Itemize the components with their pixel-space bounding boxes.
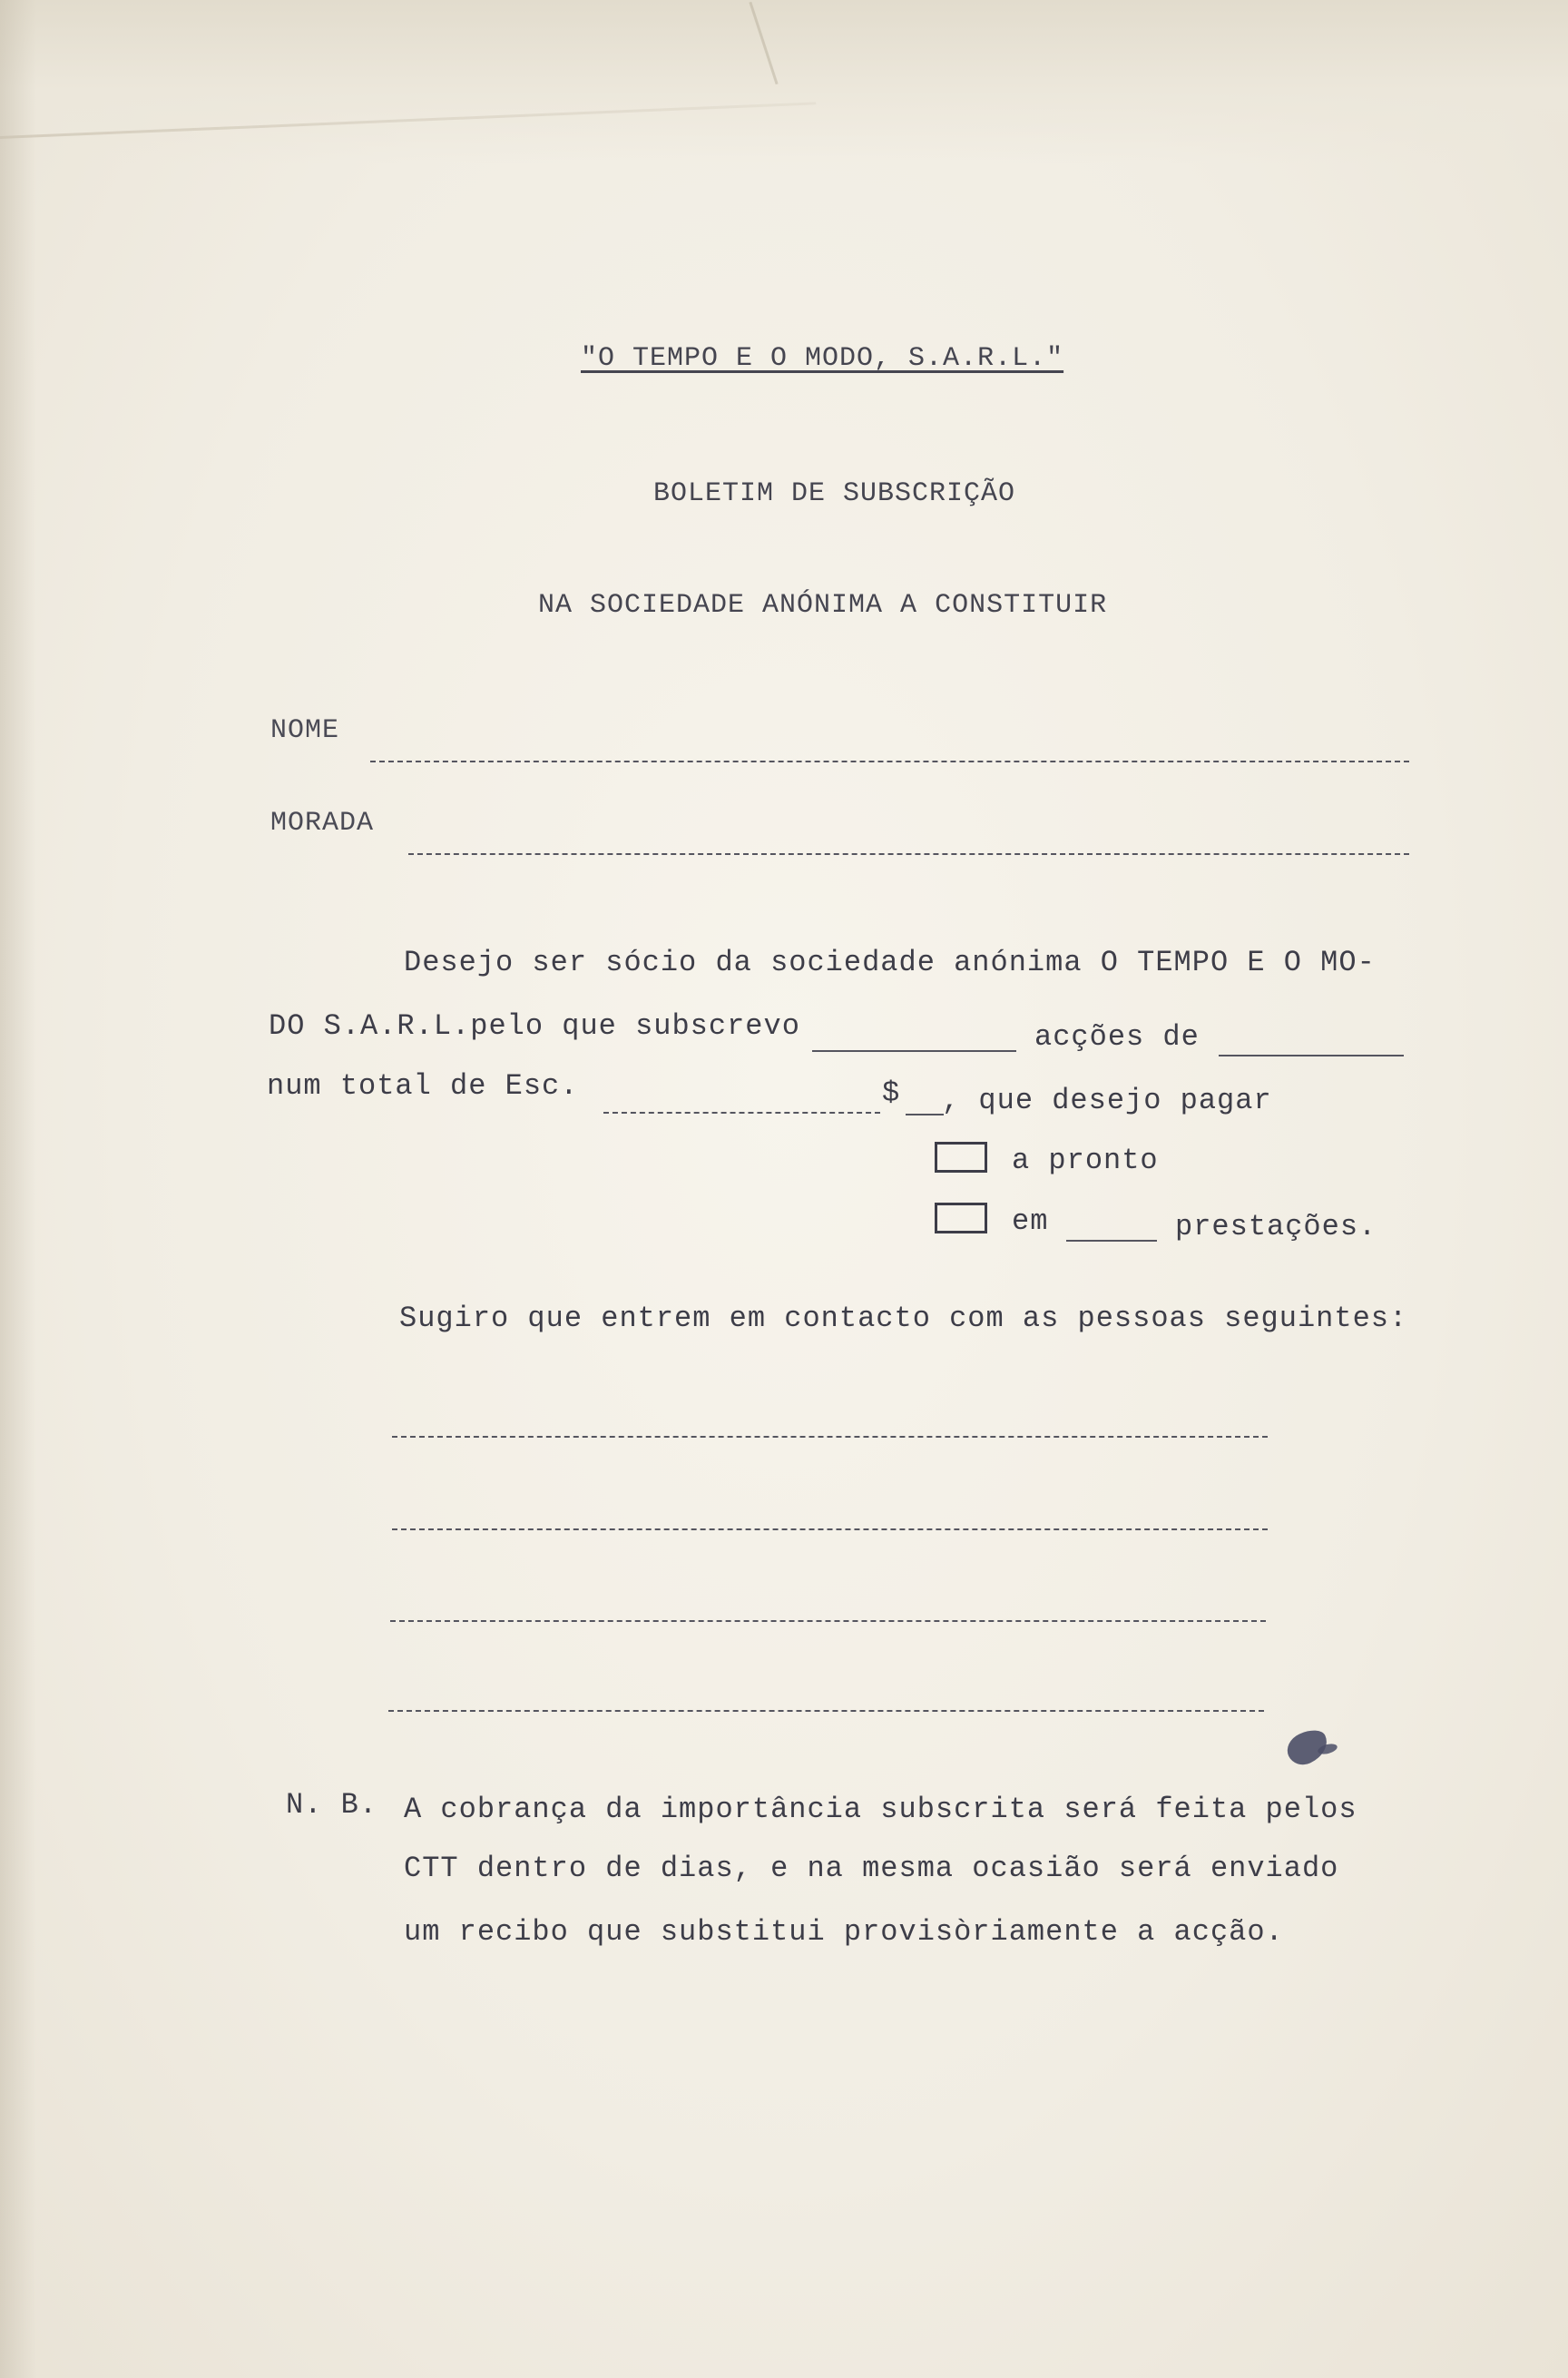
- total-esc-text: num total de Esc.: [267, 1069, 579, 1103]
- currency-sign: $: [882, 1076, 901, 1110]
- document-title: "O TEMPO E O MODO, S.A.R.L.": [581, 343, 1064, 374]
- em-text: em: [1012, 1204, 1049, 1238]
- que-desejo-pagar-text: , que desejo pagar: [942, 1084, 1272, 1117]
- document-subtitle-sociedade: NA SOCIEDADE ANÓNIMA A CONSTITUIR: [538, 590, 1108, 621]
- nome-label: NOME: [270, 715, 340, 746]
- acoes-value-line[interactable]: [1219, 1055, 1404, 1056]
- note-line-1: A cobrança da importância subscrita será feita pelos: [404, 1793, 1357, 1826]
- morada-label: MORADA: [270, 808, 375, 839]
- acoes-quantity-line[interactable]: [812, 1050, 1016, 1052]
- centavos-line[interactable]: [906, 1114, 944, 1115]
- subscription-text-line-2: DO S.A.R.L.pelo que subscrevo: [269, 1009, 800, 1043]
- subscription-text-line-1: Desejo ser sócio da sociedade anónima O TEMPO E O MO-: [404, 946, 1376, 979]
- worn-top-edge: [0, 0, 1568, 163]
- document-subtitle-boletim: BOLETIM DE SUBSCRIÇÃO: [653, 478, 1016, 509]
- prestacoes-text: prestações.: [1175, 1210, 1377, 1243]
- note-prefix: N. B.: [286, 1788, 378, 1822]
- contact-line-2[interactable]: [392, 1528, 1268, 1530]
- nome-field-line[interactable]: [370, 761, 1409, 762]
- acoes-de-text: acções de: [1034, 1020, 1200, 1054]
- total-esc-amount-line[interactable]: [603, 1112, 880, 1114]
- prestacoes-count-line[interactable]: [1066, 1240, 1157, 1242]
- note-line-3: um recibo que substitui provisòriamente a acção.: [404, 1915, 1284, 1949]
- prestacoes-checkbox[interactable]: [935, 1203, 987, 1233]
- pronto-checkbox[interactable]: [935, 1142, 987, 1173]
- pronto-option-label: a pronto: [1012, 1144, 1159, 1177]
- morada-field-line[interactable]: [408, 853, 1409, 855]
- note-line-2: CTT dentro de dias, e na mesma ocasião será enviado: [404, 1852, 1339, 1885]
- contacts-intro-text: Sugiro que entrem em contacto com as pessoas seguintes:: [399, 1302, 1408, 1335]
- contact-line-4[interactable]: [388, 1710, 1264, 1712]
- paper-left-shadow: [0, 0, 36, 2378]
- contact-line-3[interactable]: [390, 1620, 1266, 1622]
- contact-line-1[interactable]: [392, 1436, 1268, 1438]
